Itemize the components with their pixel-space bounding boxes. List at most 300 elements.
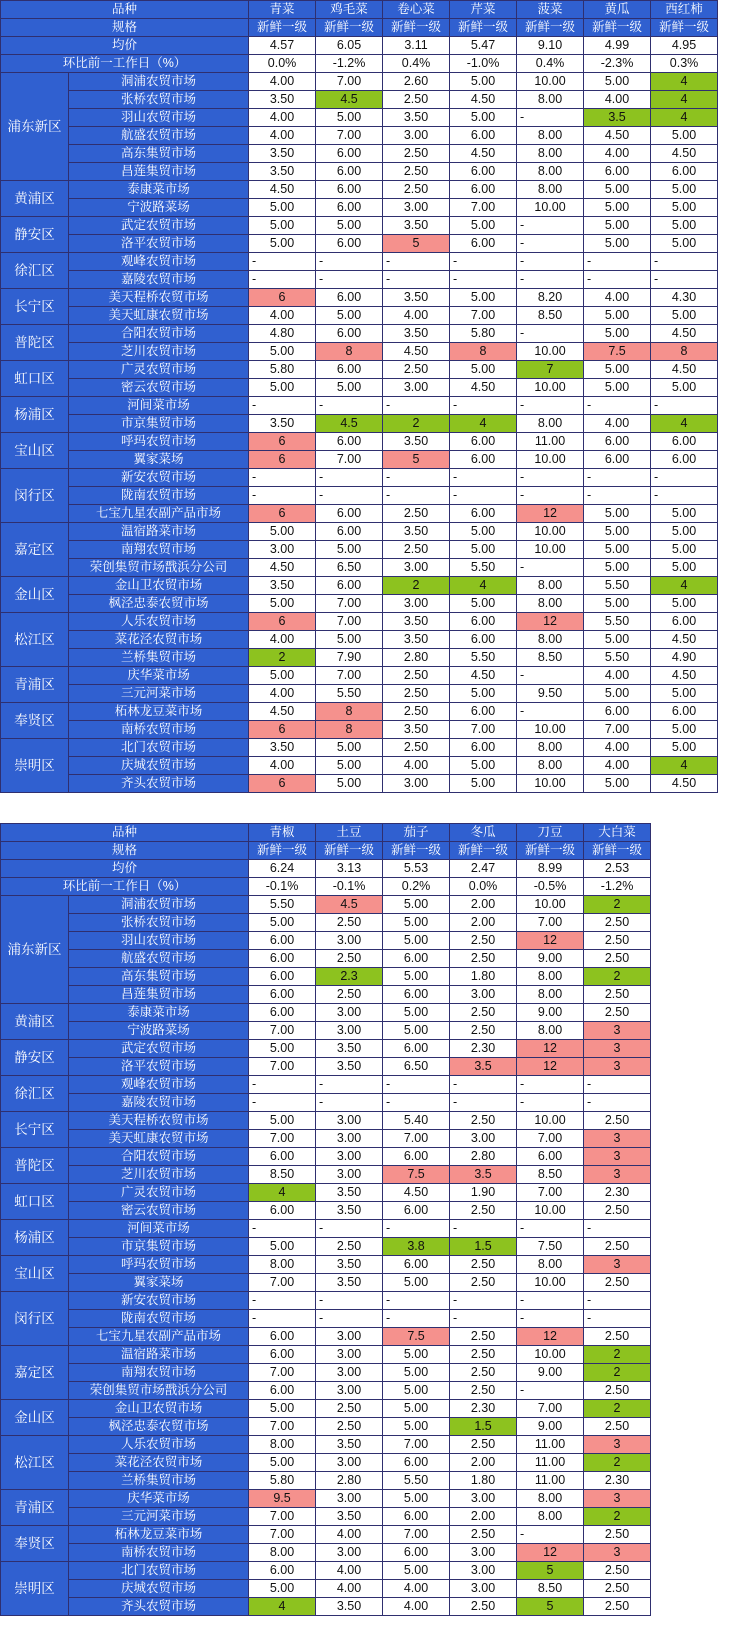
empty-cell bbox=[651, 1490, 718, 1508]
market-row bbox=[1, 163, 718, 181]
price-cell: 11.00 bbox=[517, 1454, 584, 1472]
price-cell: 3.50 bbox=[249, 739, 316, 757]
price-cell: 3.00 bbox=[383, 199, 450, 217]
price-cell: 5.00 bbox=[450, 289, 517, 307]
price-cell: 3 bbox=[584, 1490, 651, 1508]
price-cell: 9.00 bbox=[517, 1418, 584, 1436]
price-cell: 3 bbox=[584, 1130, 651, 1148]
empty-cell bbox=[651, 1274, 718, 1292]
market-name: 温宿路菜市场 bbox=[69, 1346, 249, 1364]
price-cell: 2.50 bbox=[584, 932, 651, 950]
price-cell: 8.00 bbox=[517, 739, 584, 757]
district-label: 长宁区 bbox=[1, 289, 69, 325]
price-cell: 2 bbox=[584, 1454, 651, 1472]
price-cell: 3.50 bbox=[383, 523, 450, 541]
empty-cell bbox=[651, 1022, 718, 1040]
market-row bbox=[1, 217, 718, 235]
price-cell: 8.50 bbox=[249, 1166, 316, 1184]
price-cell: 5.00 bbox=[584, 523, 651, 541]
market-name: 观峰农贸市场 bbox=[69, 1076, 249, 1094]
price-cell: - bbox=[316, 469, 383, 487]
price-cell: 7.00 bbox=[316, 127, 383, 145]
market-name: 兰桥集贸市场 bbox=[69, 649, 249, 667]
price-cell: 5 bbox=[517, 1562, 584, 1580]
price-cell: 3.00 bbox=[316, 1328, 383, 1346]
price-cell: 2 bbox=[249, 649, 316, 667]
price-cell: 2.50 bbox=[316, 914, 383, 932]
price-cell: 5.00 bbox=[584, 199, 651, 217]
district-label: 宝山区 bbox=[1, 433, 69, 469]
price-cell: 6 bbox=[249, 451, 316, 469]
price-cell: 8.00 bbox=[517, 577, 584, 595]
district-label: 宝山区 bbox=[1, 1256, 69, 1292]
market-name: 呼玛农贸市场 bbox=[69, 433, 249, 451]
price-cell: - bbox=[584, 487, 651, 505]
price-cell: 5.00 bbox=[383, 1364, 450, 1382]
price-cell: 6.00 bbox=[249, 986, 316, 1004]
price-cell: 6.00 bbox=[249, 932, 316, 950]
price-cell: 6.00 bbox=[450, 235, 517, 253]
price-cell: 10.00 bbox=[517, 1274, 584, 1292]
price-cell: 2.50 bbox=[316, 1418, 383, 1436]
price-cell: - bbox=[450, 1220, 517, 1238]
price-cell: 2.50 bbox=[450, 1436, 517, 1454]
price-cell: 6.00 bbox=[383, 1148, 450, 1166]
price-cell: 5.50 bbox=[584, 613, 651, 631]
column-avg-cell: 2.47 bbox=[450, 860, 517, 878]
price-cell: 2 bbox=[584, 1346, 651, 1364]
empty-cell bbox=[651, 896, 718, 914]
price-cell: 4.00 bbox=[249, 757, 316, 775]
price-cell: 2.3 bbox=[316, 968, 383, 986]
price-cell: - bbox=[584, 469, 651, 487]
market-name: 南翔农贸市场 bbox=[69, 1364, 249, 1382]
price-cell: 2.50 bbox=[584, 1202, 651, 1220]
price-cell: 5.00 bbox=[651, 505, 718, 523]
price-cell: 7.00 bbox=[249, 1274, 316, 1292]
price-cell: 3.5 bbox=[450, 1166, 517, 1184]
market-row bbox=[1, 1508, 718, 1526]
price-cell: 5.00 bbox=[450, 109, 517, 127]
market-row bbox=[1, 307, 718, 325]
price-cell: 5.00 bbox=[383, 1400, 450, 1418]
price-cell: 8.00 bbox=[517, 968, 584, 986]
price-cell: 4.5 bbox=[316, 415, 383, 433]
price-cell: 6.00 bbox=[584, 433, 651, 451]
price-cell: 2.50 bbox=[450, 950, 517, 968]
price-cell: 8 bbox=[651, 343, 718, 361]
price-cell: 2.50 bbox=[383, 145, 450, 163]
market-row bbox=[1, 1004, 718, 1022]
market-row bbox=[1, 1364, 718, 1382]
empty-cell bbox=[651, 1328, 718, 1346]
row-label: 环比前一工作日（%） bbox=[1, 878, 249, 896]
empty-cell bbox=[651, 968, 718, 986]
price-cell: 4.50 bbox=[651, 361, 718, 379]
price-cell: 3.00 bbox=[316, 1148, 383, 1166]
price-cell: 2.50 bbox=[383, 703, 450, 721]
column-change-cell: 0.4% bbox=[517, 55, 584, 73]
district-label: 杨浦区 bbox=[1, 397, 69, 433]
price-cell: 4.00 bbox=[249, 127, 316, 145]
market-name: 陇南农贸市场 bbox=[69, 487, 249, 505]
price-cell: 5.00 bbox=[249, 217, 316, 235]
price-cell: 10.00 bbox=[517, 775, 584, 793]
market-name: 温宿路菜市场 bbox=[69, 523, 249, 541]
price-cell: - bbox=[651, 397, 718, 415]
market-row bbox=[1, 914, 718, 932]
price-cell: - bbox=[450, 253, 517, 271]
price-cell: 2.50 bbox=[584, 1562, 651, 1580]
price-cell: - bbox=[383, 487, 450, 505]
district-label: 奉贤区 bbox=[1, 703, 69, 739]
market-row bbox=[1, 1526, 718, 1544]
price-cell: 3.50 bbox=[316, 1184, 383, 1202]
price-cell: 3.00 bbox=[316, 932, 383, 950]
column-avg-cell: 8.99 bbox=[517, 860, 584, 878]
average-price-row bbox=[1, 37, 718, 55]
empty-cell bbox=[651, 1400, 718, 1418]
district-label: 普陀区 bbox=[1, 325, 69, 361]
column-name-cell: 刀豆 bbox=[517, 824, 584, 842]
price-cell: 3.50 bbox=[249, 91, 316, 109]
empty-cell bbox=[651, 1292, 718, 1310]
price-cell: - bbox=[517, 1292, 584, 1310]
price-cell: 5.00 bbox=[249, 914, 316, 932]
price-cell: - bbox=[316, 1292, 383, 1310]
price-cell: 5.00 bbox=[316, 739, 383, 757]
market-row bbox=[1, 1328, 718, 1346]
market-row bbox=[1, 487, 718, 505]
market-name: 嘉陵农贸市场 bbox=[69, 1094, 249, 1112]
market-name: 宁波路菜场 bbox=[69, 1022, 249, 1040]
empty-cell bbox=[651, 1454, 718, 1472]
market-name: 庆华菜市场 bbox=[69, 667, 249, 685]
price-cell: 6.00 bbox=[651, 433, 718, 451]
price-cell: 8.20 bbox=[517, 289, 584, 307]
column-spec-cell: 新鲜一级 bbox=[316, 842, 383, 860]
market-row bbox=[1, 739, 718, 757]
price-cell: 1.80 bbox=[450, 968, 517, 986]
change-row bbox=[1, 55, 718, 73]
price-cell: 2.50 bbox=[383, 91, 450, 109]
market-row bbox=[1, 1238, 718, 1256]
price-cell: 2.50 bbox=[584, 1598, 651, 1616]
empty-cell bbox=[651, 1004, 718, 1022]
column-change-cell: -0.5% bbox=[517, 878, 584, 896]
price-cell: 5.00 bbox=[249, 595, 316, 613]
market-row bbox=[1, 1418, 718, 1436]
price-cell: 3.50 bbox=[383, 631, 450, 649]
price-cell: - bbox=[249, 253, 316, 271]
price-cell: - bbox=[450, 397, 517, 415]
price-cell: 6 bbox=[249, 613, 316, 631]
price-cell: 5.50 bbox=[450, 649, 517, 667]
market-name: 南翔农贸市场 bbox=[69, 541, 249, 559]
price-cell: - bbox=[651, 253, 718, 271]
price-cell: 11.00 bbox=[517, 1472, 584, 1490]
price-cell: 8.00 bbox=[517, 163, 584, 181]
market-row bbox=[1, 181, 718, 199]
price-cell: 4.50 bbox=[450, 145, 517, 163]
empty-cell bbox=[651, 1364, 718, 1382]
market-name: 美天虹康农贸市场 bbox=[69, 1130, 249, 1148]
market-name: 市京集贸市场 bbox=[69, 1238, 249, 1256]
empty-cell bbox=[651, 842, 718, 860]
price-cell: 6.00 bbox=[517, 1148, 584, 1166]
empty-cell bbox=[651, 1076, 718, 1094]
market-row bbox=[1, 361, 718, 379]
market-row bbox=[1, 1058, 718, 1076]
district-label: 闵行区 bbox=[1, 1292, 69, 1346]
price-cell: - bbox=[517, 397, 584, 415]
price-cell: 8 bbox=[316, 703, 383, 721]
price-table bbox=[0, 0, 718, 793]
price-cell: 4.50 bbox=[450, 91, 517, 109]
price-cell: 3.00 bbox=[383, 379, 450, 397]
price-cell: 6.00 bbox=[450, 433, 517, 451]
column-spec-cell: 新鲜一级 bbox=[383, 842, 450, 860]
district-label: 崇明区 bbox=[1, 1562, 69, 1616]
price-cell: 3.5 bbox=[450, 1058, 517, 1076]
district-label: 崇明区 bbox=[1, 739, 69, 793]
market-name: 七宝九星农副产品市场 bbox=[69, 1328, 249, 1346]
price-cell: 4.00 bbox=[316, 1562, 383, 1580]
price-cell: 5.50 bbox=[450, 559, 517, 577]
price-cell: 2 bbox=[584, 968, 651, 986]
price-cell: - bbox=[316, 487, 383, 505]
price-cell: 5.00 bbox=[584, 595, 651, 613]
price-cell: 2.50 bbox=[584, 1112, 651, 1130]
price-cell: 3.50 bbox=[383, 721, 450, 739]
price-cell: 8.00 bbox=[517, 1256, 584, 1274]
price-cell: 4.50 bbox=[651, 667, 718, 685]
price-cell: 2.50 bbox=[450, 1598, 517, 1616]
market-row bbox=[1, 145, 718, 163]
price-cell: 8.00 bbox=[517, 1508, 584, 1526]
market-row bbox=[1, 541, 718, 559]
price-cell: 7.00 bbox=[450, 199, 517, 217]
market-row bbox=[1, 505, 718, 523]
market-row bbox=[1, 253, 718, 271]
price-cell: 1.5 bbox=[450, 1238, 517, 1256]
price-cell: - bbox=[517, 1220, 584, 1238]
price-cell: 5.00 bbox=[651, 181, 718, 199]
price-cell: 3.50 bbox=[383, 613, 450, 631]
empty-cell bbox=[651, 1526, 718, 1544]
column-name-cell: 菠菜 bbox=[517, 1, 584, 19]
price-table bbox=[0, 823, 718, 1616]
market-name: 张桥农贸市场 bbox=[69, 914, 249, 932]
price-cell: 4.50 bbox=[651, 631, 718, 649]
empty-cell bbox=[651, 1436, 718, 1454]
price-cell: 6.00 bbox=[584, 163, 651, 181]
price-cell: 4 bbox=[651, 415, 718, 433]
price-cell: 6.00 bbox=[450, 505, 517, 523]
price-cell: - bbox=[450, 1076, 517, 1094]
price-cell: 4.80 bbox=[249, 325, 316, 343]
price-cell: 2 bbox=[383, 415, 450, 433]
price-cell: 12 bbox=[517, 1058, 584, 1076]
price-cell: - bbox=[517, 1094, 584, 1112]
price-cell: 5.50 bbox=[584, 577, 651, 595]
price-cell: 6.00 bbox=[383, 986, 450, 1004]
price-cell: 5.00 bbox=[316, 757, 383, 775]
price-cell: - bbox=[249, 1220, 316, 1238]
market-row bbox=[1, 896, 718, 914]
district-label: 青浦区 bbox=[1, 1490, 69, 1526]
price-cell: 5.00 bbox=[316, 217, 383, 235]
price-cell: - bbox=[316, 1310, 383, 1328]
price-cell: 8.00 bbox=[249, 1256, 316, 1274]
price-cell: - bbox=[316, 1220, 383, 1238]
price-cell: 4.50 bbox=[249, 703, 316, 721]
column-name-cell: 大白菜 bbox=[584, 824, 651, 842]
price-cell: 2.50 bbox=[584, 1418, 651, 1436]
price-cell: 2.50 bbox=[450, 1202, 517, 1220]
price-cell: 5.00 bbox=[383, 1346, 450, 1364]
price-cell: 5.00 bbox=[450, 523, 517, 541]
column-avg-cell: 9.10 bbox=[517, 37, 584, 55]
column-spec-cell: 新鲜一级 bbox=[584, 842, 651, 860]
district-label: 金山区 bbox=[1, 577, 69, 613]
price-cell: 6.00 bbox=[450, 163, 517, 181]
price-cell: 5.00 bbox=[450, 73, 517, 91]
price-cell: 8.00 bbox=[517, 181, 584, 199]
price-cell: 8.00 bbox=[517, 415, 584, 433]
column-change-cell: -1.2% bbox=[584, 878, 651, 896]
price-cell: 5.00 bbox=[249, 379, 316, 397]
price-cell: - bbox=[383, 1220, 450, 1238]
price-cell: 6.00 bbox=[450, 631, 517, 649]
empty-cell bbox=[651, 1220, 718, 1238]
change-row bbox=[1, 878, 718, 896]
price-cell: 5.00 bbox=[383, 1022, 450, 1040]
price-cell: 5.80 bbox=[249, 361, 316, 379]
market-name: 北门农贸市场 bbox=[69, 739, 249, 757]
price-cell: 5.00 bbox=[316, 307, 383, 325]
price-cell: - bbox=[383, 1310, 450, 1328]
market-name: 美天程桥农贸市场 bbox=[69, 1112, 249, 1130]
price-cell: - bbox=[651, 271, 718, 289]
price-cell: - bbox=[584, 1292, 651, 1310]
price-cell: 5.00 bbox=[383, 1382, 450, 1400]
price-cell: 6 bbox=[249, 289, 316, 307]
price-cell: 10.00 bbox=[517, 1346, 584, 1364]
price-cell: 2 bbox=[584, 1400, 651, 1418]
market-name: 芝川农贸市场 bbox=[69, 343, 249, 361]
price-cell: 5.50 bbox=[383, 1472, 450, 1490]
market-name: 兰桥集贸市场 bbox=[69, 1472, 249, 1490]
price-cell: 8.00 bbox=[517, 986, 584, 1004]
price-cell: 2 bbox=[383, 577, 450, 595]
price-table-2 bbox=[0, 823, 750, 1616]
price-cell: 6.00 bbox=[450, 451, 517, 469]
price-cell: 8.50 bbox=[517, 307, 584, 325]
price-cell: 2.50 bbox=[450, 1364, 517, 1382]
price-cell: 8.00 bbox=[249, 1436, 316, 1454]
price-cell: - bbox=[249, 397, 316, 415]
price-cell: 6.00 bbox=[316, 163, 383, 181]
price-cell: 6.00 bbox=[316, 145, 383, 163]
price-cell: 4.00 bbox=[584, 91, 651, 109]
market-row bbox=[1, 1292, 718, 1310]
price-cell: 8.00 bbox=[517, 1490, 584, 1508]
price-cell: - bbox=[517, 703, 584, 721]
price-cell: 7.90 bbox=[316, 649, 383, 667]
price-cell: 3 bbox=[584, 1058, 651, 1076]
price-cell: 2.50 bbox=[450, 1004, 517, 1022]
price-cell: 2.50 bbox=[383, 163, 450, 181]
district-label: 青浦区 bbox=[1, 667, 69, 703]
market-row bbox=[1, 1382, 718, 1400]
price-cell: 3 bbox=[584, 1256, 651, 1274]
price-cell: 5 bbox=[383, 235, 450, 253]
price-cell: 4.00 bbox=[316, 1580, 383, 1598]
price-cell: 2.50 bbox=[450, 1022, 517, 1040]
market-name: 美天程桥农贸市场 bbox=[69, 289, 249, 307]
market-row bbox=[1, 1040, 718, 1058]
price-cell: 7.00 bbox=[316, 595, 383, 613]
price-cell: 6.00 bbox=[316, 361, 383, 379]
market-name: 武定农贸市场 bbox=[69, 1040, 249, 1058]
market-row bbox=[1, 1562, 718, 1580]
price-cell: 9.00 bbox=[517, 950, 584, 968]
price-cell: 2.00 bbox=[450, 896, 517, 914]
price-cell: - bbox=[584, 1094, 651, 1112]
market-row bbox=[1, 577, 718, 595]
market-row bbox=[1, 757, 718, 775]
price-cell: 2.50 bbox=[584, 986, 651, 1004]
market-row bbox=[1, 932, 718, 950]
price-cell: - bbox=[249, 1292, 316, 1310]
price-cell: 5.40 bbox=[383, 1112, 450, 1130]
price-cell: 4.90 bbox=[651, 649, 718, 667]
price-cell: 4.00 bbox=[383, 307, 450, 325]
price-cell: 5.50 bbox=[316, 685, 383, 703]
price-cell: 4.00 bbox=[584, 739, 651, 757]
market-row bbox=[1, 1112, 718, 1130]
price-cell: 4 bbox=[651, 73, 718, 91]
price-cell: - bbox=[383, 397, 450, 415]
price-cell: - bbox=[450, 469, 517, 487]
price-cell: - bbox=[584, 1076, 651, 1094]
price-cell: 3.00 bbox=[383, 775, 450, 793]
empty-cell bbox=[651, 1040, 718, 1058]
price-cell: 4.00 bbox=[383, 1580, 450, 1598]
price-cell: - bbox=[517, 1382, 584, 1400]
empty-cell bbox=[651, 1094, 718, 1112]
price-cell: - bbox=[316, 397, 383, 415]
column-avg-cell: 2.53 bbox=[584, 860, 651, 878]
price-cell: 6.50 bbox=[316, 559, 383, 577]
price-cell: 6.00 bbox=[450, 703, 517, 721]
price-cell: 2.50 bbox=[383, 361, 450, 379]
market-row bbox=[1, 986, 718, 1004]
market-row bbox=[1, 968, 718, 986]
market-row bbox=[1, 667, 718, 685]
price-cell: - bbox=[517, 325, 584, 343]
price-cell: 4.00 bbox=[584, 145, 651, 163]
price-cell: 2.30 bbox=[584, 1184, 651, 1202]
price-cell: 5.00 bbox=[383, 932, 450, 950]
price-cell: - bbox=[450, 487, 517, 505]
price-cell: 7.00 bbox=[249, 1364, 316, 1382]
market-name: 芝川农贸市场 bbox=[69, 1166, 249, 1184]
price-cell: 5.00 bbox=[584, 631, 651, 649]
price-cell: 2.00 bbox=[450, 1508, 517, 1526]
market-row bbox=[1, 1166, 718, 1184]
